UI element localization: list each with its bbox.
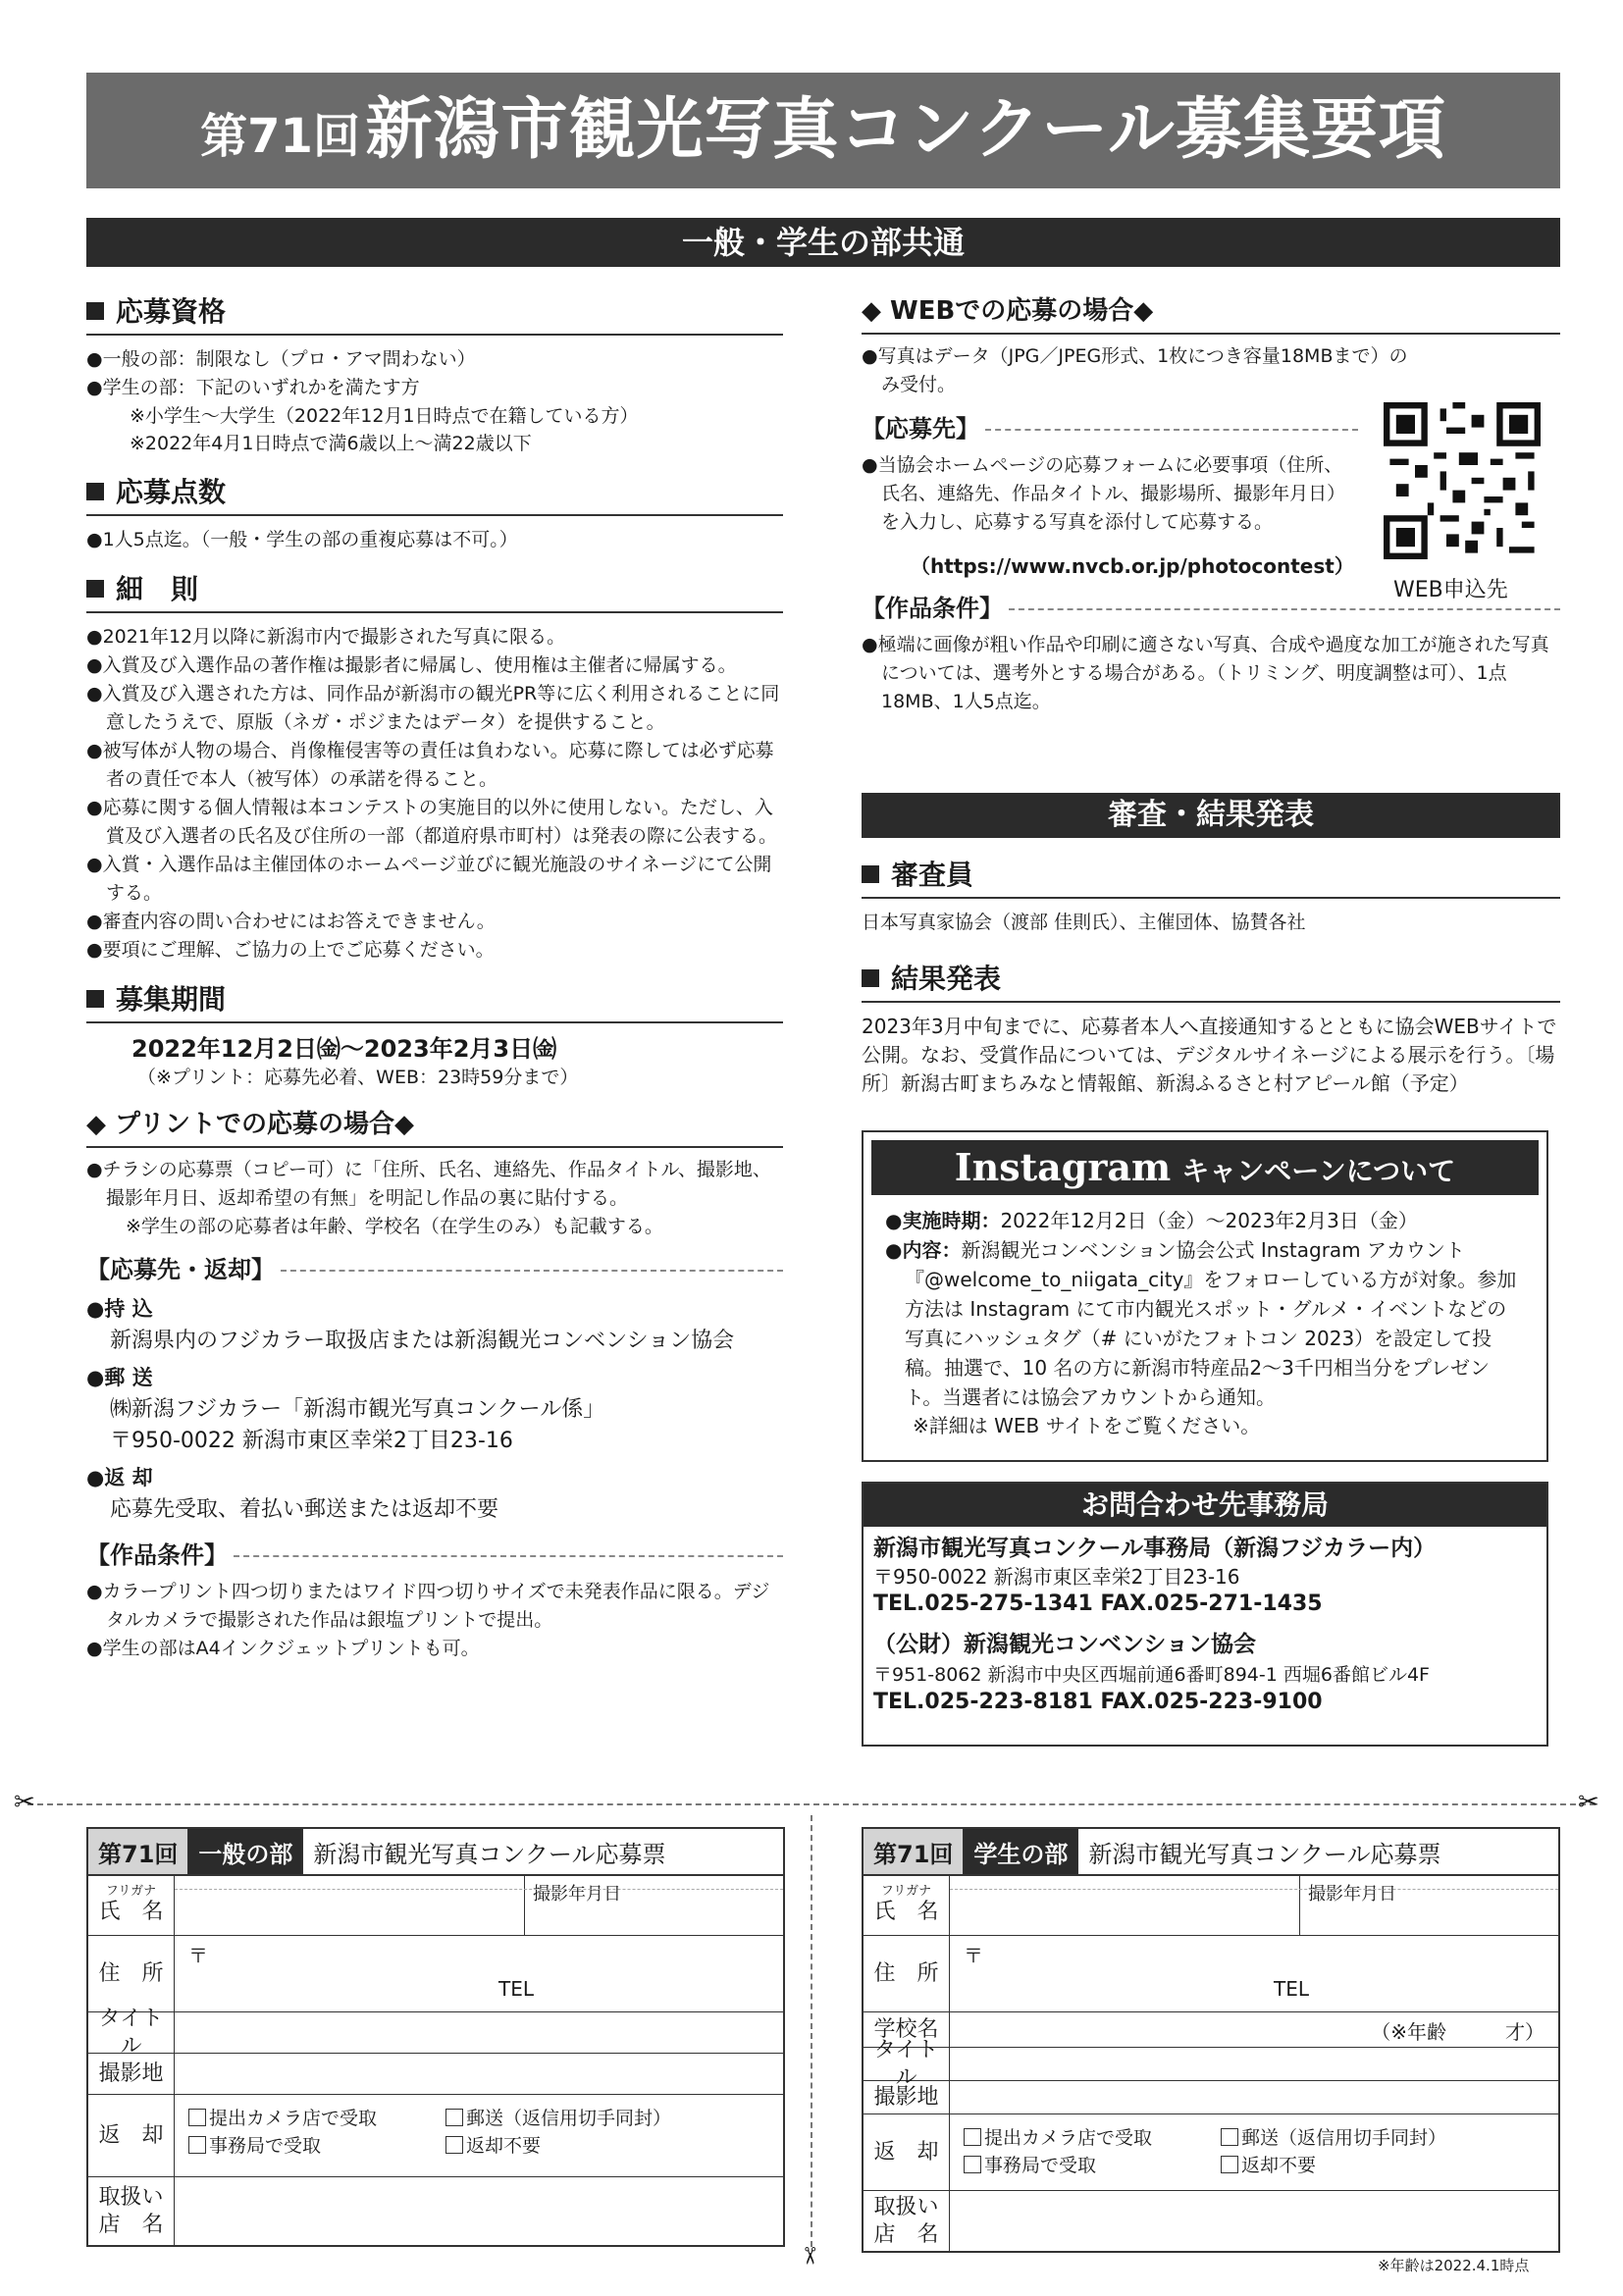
return-option-none[interactable]: 返却不要 — [1221, 2152, 1446, 2179]
list-item: ●写真はデータ（JPG／JPEG形式、1枚につき容量18MBまで）のみ受付。 — [862, 345, 1408, 395]
qr-code-icon[interactable] — [1384, 402, 1541, 559]
form-label: 返 却 — [864, 2114, 950, 2190]
dest-method-text: 新潟県内のフジカラー取扱店または新潟観光コンベンション協会 — [110, 1329, 735, 1353]
return-option-office[interactable]: 事務局で受取 — [188, 2132, 377, 2160]
form-header — [86, 1827, 785, 1874]
form-field-address[interactable]: 〒 TEL — [188, 1944, 534, 2001]
scissors-icon: ✂ — [796, 2245, 824, 2267]
form-row-handler — [864, 2190, 1558, 2251]
rule-item: ●審査内容の問い合わせにはお答えできません。 — [86, 911, 496, 932]
form-field-return[interactable] — [950, 2114, 1558, 2190]
form-row-title — [864, 2037, 1558, 2090]
form-label: タイトル — [88, 2012, 175, 2053]
form-field-place[interactable] — [175, 2054, 783, 2094]
rule-item: ●入賞及び入選作品の著作権は撮影者に帰属し、使用権は主催者に帰属する。 — [86, 654, 737, 676]
list-item: ●一般の部：制限なし（プロ・アマ問わない） — [86, 348, 476, 370]
form-field-place[interactable] — [950, 2081, 1558, 2113]
rule-item: ●入賞及び入選された方は、同作品が新潟市の観光PR等に広く利用されることに同意したうえで、原版（ネガ・ポジまたはデータ）を提供すること。 — [86, 683, 780, 733]
instagram-period: ●実施時期：2022年12月2日（金）～2023年2月3日（金） — [885, 1209, 1418, 1232]
form-title: 新潟市観光写真コンクール応募票 — [1077, 1829, 1450, 1874]
eligibility-heading: 応募資格 — [86, 290, 783, 336]
form-label: タイトル — [864, 2048, 950, 2080]
form-label: 撮影地 — [864, 2081, 950, 2113]
list-item: ●学生の部はA4インクジェットプリントも可。 — [86, 1638, 480, 1659]
form-field-return[interactable] — [175, 2095, 783, 2176]
contact-org1-addr: 〒950-0022 新潟市東区幸栄2丁目23-16 — [873, 1565, 1240, 1589]
rule-item: ●2021年12月以降に新潟市内で撮影された写真に限る。 — [86, 626, 566, 648]
form-row-name — [864, 1876, 1558, 1935]
form-label: フリガナ 氏 名 — [88, 1876, 175, 1935]
web-url[interactable]: （https://www.nvcb.or.jp/photocontest） — [911, 554, 1354, 578]
shooting-date-field[interactable]: 撮影年月日 — [1299, 1876, 1404, 1935]
note: ※2022年4月1日時点で満6歳以上～満22歳以下 — [130, 433, 532, 454]
note: ※学生の部の応募者は年齢、学校名（在学生のみ）も記載する。 — [126, 1216, 663, 1237]
results-text: 2023年3月中旬までに、応募者本人へ直接通知するとともに協会WEBサイトで公開。なお、受賞作品については、デジタルサイネージによる展示を行う。〔場所〕新潟古町まちみなと情報館、新潟ふるさと村アピール館（予定） — [862, 1015, 1557, 1095]
form-field-handler[interactable] — [950, 2191, 1558, 2251]
form-label: 住 所 — [88, 1936, 175, 2011]
form-label: 取扱い店 名 — [88, 2177, 175, 2245]
dest-method-label: ●返 却 — [86, 1466, 153, 1489]
form-label: フリガナ 氏 名 — [864, 1876, 950, 1935]
web-cond-heading: 【作品条件】 — [862, 589, 1560, 623]
rule-item: ●応募に関する個人情報は本コンテストの実施目的以外に使用しない。ただし、入賞及び入選者の氏名及び住所の一部（都道府県市町村）は発表の際に公表する。 — [86, 797, 778, 847]
form-row-address — [864, 1935, 1558, 2011]
form-field-title[interactable] — [950, 2048, 1558, 2080]
dest-method-text: 〒950-0022 新潟市東区幸栄2丁目23-16 — [110, 1429, 513, 1453]
contact-org2-name: （公財）新潟観光コンベンション協会 — [873, 1632, 1256, 1657]
general-entry-form — [86, 1827, 785, 2247]
dest-method-label: ●郵 送 — [86, 1366, 153, 1389]
judges-text: 日本写真家協会（渡部 佳則氏）、主催団体、協賛各社 — [862, 912, 1306, 933]
student-entry-form — [862, 1827, 1560, 2253]
form-field-address[interactable]: 〒 TEL — [964, 1944, 1309, 2001]
form-field-school[interactable]: （※年齢 才） — [1371, 2020, 1544, 2044]
instagram-box — [862, 1130, 1548, 1462]
form-field-name[interactable] — [950, 1876, 1558, 1935]
contact-org2-tel: TEL.025-223-8181 FAX.025-223-9100 — [873, 1690, 1323, 1714]
print-heading: ◆ プリントでの応募の場合◆ — [86, 1110, 415, 1139]
dest-method-text: ㈱新潟フジカラー「新潟市観光写真コンクール係」 — [110, 1397, 605, 1422]
age-footnote: ※年齢は2022.4.1時点 — [1378, 2257, 1530, 2274]
print-dest-list — [86, 1292, 783, 1526]
entries-heading: 応募点数 — [86, 471, 783, 516]
list-item: ●当協会ホームページの応募フォームに必要事項（住所、氏名、連絡先、作品タイトル、撮影場所、撮影年月日）を入力し、応募する写真を添付して応募する。 — [862, 454, 1346, 533]
return-option-camera-store[interactable]: 提出カメラ店で受取 — [188, 2105, 377, 2132]
list-item: ●カラープリント四つ切りまたはワイド四つ切りサイズで未発表作品に限る。デジタルカメラで撮影された作品は銀塩プリントで提出。 — [86, 1581, 770, 1631]
form-edition: 第71回 — [864, 1829, 964, 1874]
rule-item: ●被写体が人物の場合、肖像権侵害等の責任は負わない。応募に際しては必ず応募者の責任で本人（被写体）の承諾を得ること。 — [86, 740, 774, 790]
web-heading: ◆ WEBでの応募の場合◆ — [862, 296, 1154, 326]
form-division: 学生の部 — [964, 1829, 1077, 1874]
common-section-band: 一般・学生の部共通 — [86, 218, 1560, 267]
list-item: ●1人5点迄。（一般・学生の部の重複応募は不可。） — [86, 529, 518, 550]
dest-method-label: ●持 込 — [86, 1297, 153, 1321]
return-option-mail[interactable]: 郵送（返信用切手同封） — [1221, 2124, 1446, 2152]
form-row-return — [864, 2113, 1558, 2190]
instagram-note: ※詳細は WEB サイトをご覧ください。 — [913, 1414, 1261, 1437]
return-option-none[interactable]: 返却不要 — [445, 2132, 671, 2160]
form-row-title — [88, 2006, 783, 2059]
form-label: 学校名 — [864, 2012, 950, 2047]
form-row-address — [88, 1935, 783, 2011]
rules-list — [86, 623, 783, 965]
web-dest-heading: 【応募先】 — [862, 409, 1358, 444]
list-item: ●学生の部：下記のいずれかを満たす方 — [86, 377, 420, 398]
list-item: ●極端に画像が粗い作品や印刷に適さない写真、合成や過度な加工が施された写真については、選考外とする場合がある。（トリミング、明度調整は可）、1点18MB、1人5点迄。 — [862, 634, 1549, 712]
scissors-icon: ✂ — [14, 1788, 35, 1817]
form-label: 住 所 — [864, 1936, 950, 2011]
vertical-cut-line — [811, 1815, 812, 2247]
form-label: 取扱い店 名 — [864, 2191, 950, 2251]
page-title: 第71回 新潟市観光写真コンクール募集要項 — [86, 73, 1560, 188]
period-heading: 募集期間 — [86, 978, 783, 1023]
instagram-title: Instagram キャンペーンについて — [871, 1140, 1539, 1195]
form-field-handler[interactable] — [175, 2177, 783, 2245]
form-row-school — [864, 2011, 1558, 2047]
print-cond-heading: 【作品条件】 — [86, 1536, 783, 1570]
form-row-handler — [88, 2176, 783, 2245]
results-heading: 結果発表 — [862, 958, 1560, 1003]
form-header — [862, 1827, 1560, 1874]
form-label: 返 却 — [88, 2095, 175, 2176]
return-option-mail[interactable]: 郵送（返信用切手同封） — [445, 2105, 671, 2132]
contact-box — [862, 1482, 1548, 1747]
form-label: 撮影地 — [88, 2054, 175, 2094]
qr-caption: WEB申込先 — [1393, 578, 1508, 602]
return-option-camera-store[interactable]: 提出カメラ店で受取 — [964, 2124, 1152, 2152]
rule-item: ●入賞・入選作品は主催団体のホームページ並びに観光施設のサイネージにて公開する。 — [86, 854, 772, 904]
form-row-return — [88, 2094, 783, 2176]
contact-org1-tel: TEL.025-275-1341 FAX.025-271-1435 — [873, 1592, 1323, 1616]
form-field-title[interactable] — [175, 2012, 783, 2053]
form-row-place — [88, 2053, 783, 2094]
period-dates: 2022年12月2日㈮～2023年2月3日㈮ — [131, 1035, 557, 1063]
scissors-icon: ✂ — [1578, 1788, 1599, 1817]
list-item: ●チラシの応募票（コピー可）に「住所、氏名、連絡先、作品タイトル、撮影地、撮影年月日、返却希望の有無」を明記し作品の裏に貼付する。 — [86, 1159, 771, 1209]
dest-method-text: 応募先受取、着払い郵送または返却不要 — [110, 1497, 499, 1522]
rules-heading: 細 則 — [86, 568, 783, 613]
print-dest-heading: 【応募先・返却】 — [86, 1250, 783, 1284]
judging-column — [862, 854, 1560, 1098]
judges-heading: 審査員 — [862, 854, 1560, 899]
return-option-office[interactable]: 事務局で受取 — [964, 2152, 1152, 2179]
judging-section-band: 審査・結果発表 — [862, 793, 1560, 838]
rule-item: ●要項にご理解、ご協力の上でご応募ください。 — [86, 939, 495, 961]
form-division: 一般の部 — [188, 1829, 302, 1874]
shooting-date-field[interactable]: 撮影年月日 — [524, 1876, 629, 1935]
contact-band: お問合わせ先事務局 — [864, 1484, 1546, 1527]
form-row-place — [864, 2080, 1558, 2113]
note: ※小学生～大学生（2022年12月1日時点で在籍している方） — [130, 405, 639, 427]
form-row-name — [88, 1876, 783, 1935]
period-note: （※プリント：応募先必着、WEB：23時59分まで） — [137, 1067, 579, 1088]
form-edition: 第71回 — [88, 1829, 188, 1874]
instagram-content: ●内容：新潟観光コンベンション協会公式 Instagram アカウント『@welcome_to_niigata_city』をフォローしている方が対象。参加方法は Instagram にて市内観光スポット・グルメ・イベントなどの写真にハッシュタグ（# にいがたフォトコン 2023）を設定して投稿。抽選で、10 名の方に新潟市特産品2～3千円相当分をプレゼント。当選者には協会アカウントから通知。 — [885, 1238, 1517, 1409]
contact-org2-addr: 〒951-8062 新潟市中央区西堀前通6番町894-1 西堀6番館ビル4F — [873, 1664, 1430, 1686]
cut-line — [27, 1803, 1596, 1805]
contact-org1-name: 新潟市観光写真コンクール事務局（新潟フジカラー内） — [873, 1536, 1437, 1561]
left-column — [86, 290, 783, 1663]
form-title: 新潟市観光写真コンクール応募票 — [302, 1829, 675, 1874]
form-field-name[interactable] — [175, 1876, 783, 1935]
